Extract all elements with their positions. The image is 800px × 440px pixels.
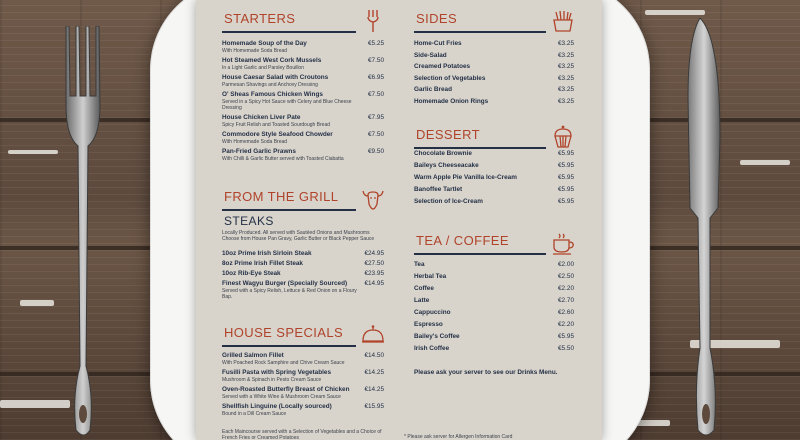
item-name: Banoffee Tartlet — [414, 186, 463, 193]
item-price: €3.25 — [558, 74, 574, 82]
item-price: €5.95 — [558, 198, 574, 205]
item-description: Spicy Fruit Relish and Toasted Sourdough Bread — [222, 122, 331, 128]
item-price: €5.95 — [558, 186, 574, 193]
item-price: €3.25 — [558, 51, 574, 59]
paint-chip — [740, 160, 790, 165]
item-description: Served in a Spicy Hot Sauce with Celery and Blue Cheese Dressing — [222, 99, 352, 111]
item-description: Served with a Spicy Relish, Lettuce & Red Onion on a Floury Bap. — [222, 288, 357, 300]
house-special-item — [222, 352, 384, 366]
item-price: €23.95 — [364, 270, 384, 277]
starters-list — [222, 40, 384, 165]
item-name: Latte — [414, 297, 430, 304]
item-price: €5.95 — [558, 333, 574, 340]
item-description: With Homemade Soda Bread — [222, 48, 288, 54]
dessert-title: DESSERT — [416, 127, 480, 142]
bull-head-icon — [360, 186, 386, 212]
side-item — [414, 98, 574, 106]
sides-title: SIDES — [416, 11, 458, 26]
section-rule — [414, 253, 546, 255]
coffee-cup-icon — [550, 230, 576, 256]
item-price: €7.50 — [368, 57, 384, 64]
dessert-item — [414, 186, 574, 194]
item-description: With Homemade Soda Bread — [222, 139, 288, 145]
item-name: House Chicken Liver Pate — [222, 114, 301, 121]
item-price: €5.95 — [558, 174, 574, 181]
item-description: Bound in a Dill Cream Sauce — [222, 411, 287, 417]
item-name: Coffee — [414, 285, 434, 292]
item-price: €15.95 — [364, 403, 384, 410]
grill-list — [222, 250, 384, 302]
steaks-note: Locally Produced. All served with Sautéed Onions and Mushrooms Choose from House Pan Gravy, Garlic Butter or Black Pepper Sauce — [222, 230, 375, 242]
fork-icon — [360, 8, 386, 34]
section-rule — [222, 345, 356, 347]
item-name: Commodore Style Seafood Chowder — [222, 131, 333, 138]
allergen-note: * Please ask server for Allergen Information Card — [404, 434, 513, 440]
item-name: Irish Coffee — [414, 345, 450, 352]
item-price: €7.95 — [368, 114, 384, 121]
item-name: Pan-Fried Garlic Prawns — [222, 148, 296, 155]
steaks-title: STEAKS — [224, 214, 274, 228]
item-name: Bailey's Coffee — [414, 333, 460, 340]
item-name: Hot Steamed West Cork Mussels — [222, 57, 322, 64]
house-header — [222, 322, 384, 356]
grill-item — [222, 250, 384, 258]
grill-title: FROM THE GRILL — [224, 189, 339, 204]
tea-coffee-item — [414, 333, 574, 341]
item-price: €14.25 — [364, 369, 384, 376]
item-price: €2.50 — [558, 273, 574, 280]
fries-icon — [550, 8, 576, 34]
item-price: €2.20 — [558, 321, 574, 328]
menu-card — [196, 0, 602, 440]
item-price: €27.50 — [364, 260, 384, 267]
item-name: Side-Salad — [414, 51, 447, 59]
item-name: Herbal Tea — [414, 273, 447, 280]
item-price: €24.95 — [364, 250, 384, 257]
item-description: Parmesan Shavings and Anchovy Dressing — [222, 82, 318, 88]
item-price: €5.95 — [558, 162, 574, 169]
side-item — [414, 75, 574, 83]
tea-coffee-item — [414, 285, 574, 293]
item-name: Selection of Vegetables — [414, 74, 486, 82]
item-name: Homemade Onion Rings — [414, 97, 489, 105]
tea-coffee-item — [414, 345, 574, 353]
dessert-item — [414, 198, 574, 206]
item-name: Warm Apple Pie Vanilla Ice-Cream — [414, 174, 517, 181]
item-name: Tea — [414, 261, 425, 268]
item-price: €6.95 — [368, 74, 384, 81]
grill-item — [222, 270, 384, 278]
paint-chip — [645, 10, 705, 15]
starter-item — [222, 91, 384, 111]
paint-chip — [20, 300, 54, 306]
item-name: Homemade Soup of the Day — [222, 40, 307, 47]
item-name: House Caesar Salad with Croutons — [222, 74, 329, 81]
tea-list — [414, 261, 574, 357]
item-name: Espresso — [414, 321, 443, 328]
side-item — [414, 40, 574, 48]
knife-utensil — [676, 18, 736, 440]
item-price: €7.50 — [368, 91, 384, 98]
house-special-item — [222, 403, 384, 417]
sides-header — [414, 8, 574, 42]
dessert-item — [414, 162, 574, 170]
item-price: €2.70 — [558, 297, 574, 304]
starters-title: STARTERS — [224, 11, 296, 26]
item-description: With Poached Rock Samphire and Chive Cream Sauce — [222, 360, 345, 366]
item-description: Served with a White Wine & Mushroom Cream Sauce — [222, 394, 341, 400]
item-name: Baileys Cheeseacake — [414, 162, 479, 169]
item-price: €14.95 — [364, 280, 384, 287]
house-special-item — [222, 369, 384, 383]
grill-item — [222, 280, 384, 300]
dessert-item — [414, 174, 574, 182]
item-price: €5.95 — [558, 150, 574, 157]
side-item — [414, 86, 574, 94]
item-name: Finest Wagyu Burger (Specially Sourced) — [222, 280, 348, 287]
dessert-list — [414, 150, 574, 210]
item-description: Mushroom & Spinach in Pesto Cream Sauce — [222, 377, 322, 383]
item-description: In a Light Garlic and Parsley Bouillon — [222, 65, 304, 71]
tea-coffee-item — [414, 297, 574, 305]
tea-coffee-item — [414, 309, 574, 317]
item-price: €3.25 — [558, 63, 574, 70]
item-name: 10oz Rib-Eye Steak — [222, 270, 281, 277]
item-name: Grilled Salmon Fillet — [222, 352, 284, 359]
drinks-menu-note: Please ask your server to see our Drinks Menu. — [414, 369, 558, 376]
grill-item — [222, 260, 384, 268]
maincourse-note: Each Maincourse served with a Selection of Vegetables and a Choice of French Fries or Creamed Potatoes — [222, 429, 382, 440]
tea-header — [414, 230, 574, 264]
item-price: €14.50 — [364, 352, 384, 359]
section-rule — [414, 147, 546, 149]
starter-item — [222, 114, 384, 128]
tea-coffee-item — [414, 321, 574, 329]
tea-title: TEA / COFFEE — [416, 233, 509, 248]
item-name: Oven-Roasted Butterfly Breast of Chicken — [222, 386, 350, 393]
item-name: 8oz Prime Irish Fillet Steak — [222, 260, 303, 267]
starter-item — [222, 148, 384, 162]
sides-list — [414, 40, 574, 109]
item-name: Selection of Ice-Cream — [414, 198, 483, 205]
tea-coffee-item — [414, 261, 574, 269]
item-name: 10oz Prime Irish Sirloin Steak — [222, 250, 312, 257]
item-name: Chocolate Brownie — [414, 150, 472, 157]
item-name: Shellfish Linguine (Locally sourced) — [222, 403, 332, 410]
item-price: €5.50 — [558, 345, 574, 352]
item-price: €2.60 — [558, 309, 574, 316]
paint-chip — [8, 150, 58, 154]
starters-header — [222, 8, 384, 42]
item-price: €14.25 — [364, 386, 384, 393]
section-rule — [414, 31, 546, 33]
item-price: €9.50 — [368, 148, 384, 155]
item-name: Garlic Bread — [414, 86, 453, 93]
item-price: €7.50 — [368, 131, 384, 138]
item-price: €3.25 — [558, 40, 574, 47]
tea-coffee-item — [414, 273, 574, 281]
side-item — [414, 52, 574, 60]
house-list — [222, 352, 384, 420]
item-price: €2.20 — [558, 285, 574, 292]
section-rule — [222, 31, 356, 33]
side-item — [414, 63, 574, 71]
starter-item — [222, 131, 384, 145]
item-price: €3.25 — [558, 97, 574, 105]
item-price: €5.25 — [368, 40, 384, 47]
item-price: €3.25 — [558, 86, 574, 93]
house-title: HOUSE SPECIALS — [224, 325, 344, 340]
starter-item — [222, 40, 384, 54]
dessert-item — [414, 150, 574, 158]
item-price: €2.00 — [558, 261, 574, 268]
cupcake-icon — [550, 124, 576, 150]
item-name: Creamed Potatoes — [414, 63, 471, 70]
starter-item — [222, 57, 384, 71]
section-rule — [222, 209, 356, 211]
item-name: Fusilli Pasta with Spring Vegetables — [222, 369, 332, 376]
house-special-item — [222, 386, 384, 400]
item-name: Home-Cut Fries — [414, 40, 462, 47]
item-description: With Chilli & Garlic Butter served with Toasted Ciabatta — [222, 156, 344, 162]
item-name: Cappuccino — [414, 309, 451, 316]
starter-item — [222, 74, 384, 88]
item-name: O' Sheas Famous Chicken Wings — [222, 91, 323, 98]
cloche-icon — [360, 322, 386, 348]
fork-utensil — [60, 26, 120, 440]
